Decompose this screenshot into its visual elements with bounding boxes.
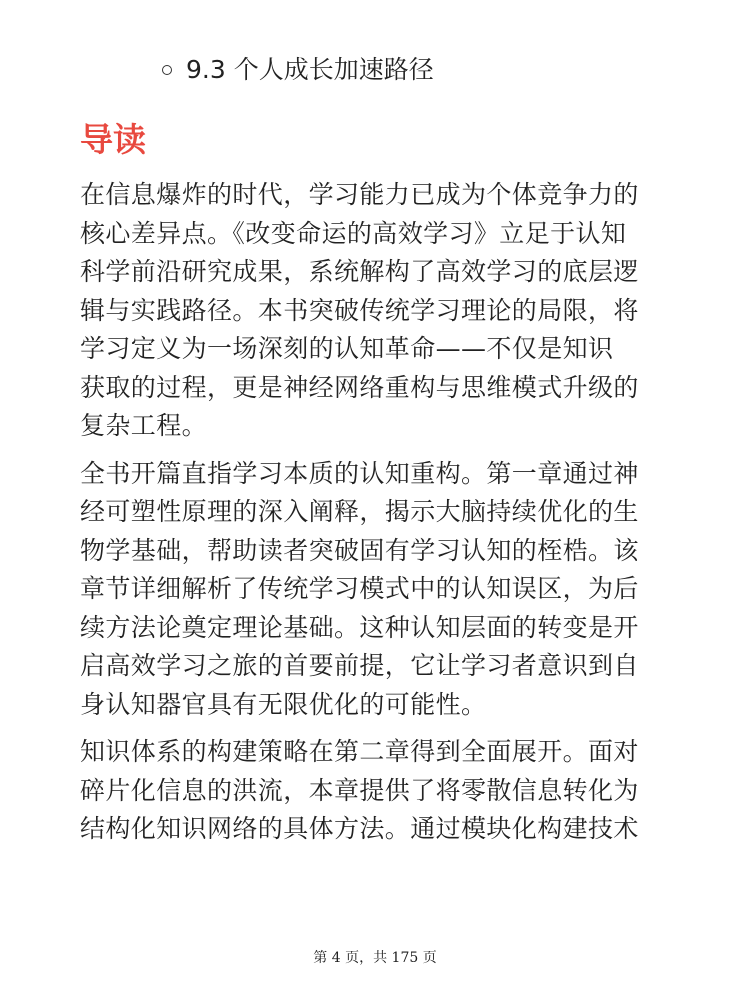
text-line: 全书开篇直指学习本质的认知重构。第一章通过神 (80, 458, 639, 488)
text-line: 结构化知识网络的具体方法。通过模块化构建技术 (80, 814, 639, 843)
paragraph (80, 455, 672, 725)
text-line: 经可塑性原理的深入阐释，揭示大脑持续优化的生 (80, 497, 639, 526)
text-line: 学习定义为一场深刻的认知革命——不仅是知识 (80, 334, 614, 363)
paragraph (80, 176, 672, 446)
text-line: 获取的过程，更是神经网络重构与思维模式升级的 (80, 372, 639, 402)
hollow-bullet-icon (162, 65, 172, 75)
text-line: 核心差异点。《改变命运的高效学习》立足于认知 (80, 218, 627, 248)
text-line: 辑与实践路径。本书突破传统学习理论的局限，将 (80, 295, 639, 325)
toc-item[interactable] (162, 52, 434, 88)
text-line: 身认知器官具有无限优化的可能性。 (80, 689, 487, 719)
text-line: 知识体系的构建策略在第二章得到全面展开。面对 (80, 737, 639, 766)
page-number-footer: 第 4 页，共 175 页 (313, 950, 437, 966)
text-line: 物学基础，帮助读者突破固有学习认知的桎梏。该 (80, 535, 639, 565)
section-heading: 导读 (80, 120, 146, 159)
toc-item-label: 9.3 个人成长加速路径 (186, 55, 434, 84)
text-line: 碎片化信息的洪流，本章提供了将零散信息转化为 (80, 775, 639, 805)
text-line: 启高效学习之旅的首要前提，它让学习者意识到自 (80, 651, 639, 680)
text-line: 章节详细解析了传统学习模式中的认知误区，为后 (80, 574, 639, 603)
body-text (80, 176, 672, 858)
text-line: 在信息爆炸的时代，学习能力已成为个体竞争力的 (80, 180, 639, 209)
text-line: 复杂工程。 (80, 411, 208, 440)
text-line: 科学前沿研究成果，系统解构了高效学习的底层逻 (80, 257, 639, 286)
text-line: 续方法论奠定理论基础。这种认知层面的转变是开 (80, 612, 639, 642)
paragraph (80, 733, 672, 849)
